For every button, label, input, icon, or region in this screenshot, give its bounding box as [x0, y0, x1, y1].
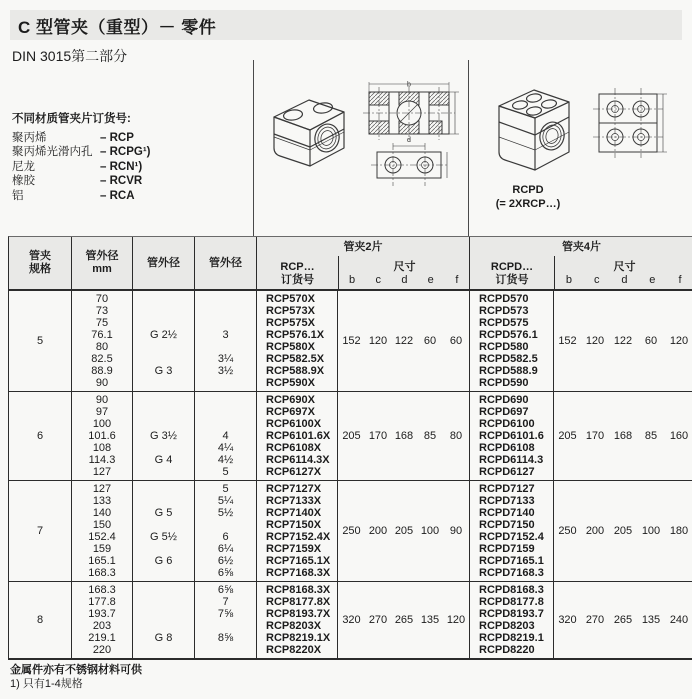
header-group-2pc — [256, 237, 469, 289]
table-line: 6⅝ — [217, 567, 234, 579]
dim-4pc-c-cell: 120 — [585, 335, 605, 347]
table-line — [195, 341, 256, 353]
clamp-4pc-isometric-drawing — [485, 78, 580, 183]
material-code: – RCA — [100, 189, 135, 202]
table-line: 4¼ — [217, 442, 234, 454]
clamp-size-cell: 5 — [36, 335, 44, 347]
material-name: 聚丙烯光滑内孔 — [12, 146, 93, 158]
dim-4pc-b-cell: 205 — [553, 392, 581, 480]
table-line: RCP8177.8X — [266, 596, 331, 608]
dim-4pc-d-cell: 265 — [613, 614, 633, 626]
rcp-partnos-cell — [256, 392, 337, 480]
table-line: RCPD6101.6 — [479, 430, 544, 442]
dim-2pc-b-cell: 152 — [337, 291, 365, 391]
material-code: – RCPG¹) — [100, 146, 151, 158]
header-line: RCPD… — [490, 261, 534, 273]
header-line: RCP… — [280, 261, 315, 273]
table-line: 127 — [92, 466, 112, 478]
dim-4pc-c-cell: 270 — [585, 614, 605, 626]
table-line: 6 — [222, 531, 229, 543]
material-name: 橡胶 — [12, 175, 35, 187]
dim-2pc-c-cell: 120 — [368, 335, 388, 347]
table-line: RCPD582.5 — [479, 353, 538, 365]
od-inch-cell — [194, 392, 256, 480]
dim-letter: c — [375, 274, 382, 286]
table-line: RCPD697 — [479, 406, 529, 418]
rcpd-order-header — [470, 256, 554, 289]
table-line — [195, 305, 256, 317]
table-line: RCPD6114.3 — [479, 454, 544, 466]
dim-2pc-e-cell: 100 — [420, 525, 440, 537]
table-line: 193.7 — [88, 608, 116, 620]
table-line: RCP7159X — [266, 543, 322, 555]
table-line — [195, 519, 256, 531]
table-line: G 8 — [154, 632, 173, 644]
od-mm-cell — [71, 481, 132, 581]
table-line: RCPD588.9 — [479, 365, 538, 377]
table-line — [133, 584, 194, 596]
dim-4pc-b-cell: 320 — [553, 582, 581, 658]
group-4pc-label: 管夹4片 — [561, 241, 602, 253]
table-line: G 6 — [154, 555, 173, 567]
table-line: 70 — [95, 293, 109, 305]
dim-2pc-b-cell: 250 — [337, 481, 365, 581]
table-line: RCP697X — [266, 406, 315, 418]
table-line — [133, 466, 194, 478]
table-group-row — [9, 391, 692, 480]
material-item — [12, 131, 150, 146]
table-line: RCPD6108 — [479, 442, 535, 454]
table-line: RCP8220X — [266, 644, 322, 656]
table-line: 100 — [92, 418, 112, 430]
clamp-2pc-section-drawing — [363, 80, 465, 192]
table-line: RCP7152.4X — [266, 531, 331, 543]
dim-2pc-d-cell: 122 — [394, 335, 414, 347]
table-line: RCP7168.3X — [266, 567, 331, 579]
table-line: 140 — [92, 507, 112, 519]
material-code: – RCN¹) — [100, 160, 143, 173]
table-line: 168.3 — [88, 567, 116, 579]
table-line: G 3 — [154, 365, 173, 377]
dim-2pc-e-cell: 60 — [423, 335, 437, 347]
dim-letter: c — [593, 274, 600, 286]
table-line: 97 — [95, 406, 109, 418]
table-line: G 3½ — [150, 430, 177, 442]
table-line: RCP582.5X — [266, 353, 325, 365]
table-line: 88.9 — [91, 365, 113, 377]
table-group-row — [9, 291, 692, 391]
thread-size-cell — [132, 291, 194, 391]
rcpd-caption-equiv: (= 2XRCP…) — [495, 198, 561, 210]
header-line: 规格 — [29, 263, 51, 275]
dim-2pc-f-cell: 80 — [449, 430, 463, 442]
material-name: 尼龙 — [12, 160, 35, 173]
material-item — [12, 160, 150, 175]
dim-4pc-b-cell: 250 — [553, 481, 581, 581]
table-line: 73 — [95, 305, 109, 317]
dim-4pc-e-cell: 85 — [644, 430, 658, 442]
group-2pc-subheader — [257, 256, 469, 289]
rcpd-caption — [472, 183, 584, 211]
table-line: 165.1 — [88, 555, 116, 567]
table-line — [133, 406, 194, 418]
header-line: 管夹 — [29, 250, 51, 262]
table-line: RCP6114.3X — [266, 454, 330, 466]
table-line: 7⅝ — [217, 608, 234, 620]
table-line: RCPD690 — [479, 394, 529, 406]
table-line: 108 — [92, 442, 112, 454]
dims-2pc-header — [338, 256, 470, 289]
od-inch-cell — [194, 582, 256, 658]
dim-letter: d — [621, 274, 628, 286]
parts-table — [8, 236, 692, 660]
table-line: 168.3 — [88, 584, 116, 596]
dim-4pc-e-cell: 100 — [641, 525, 661, 537]
table-line: 8⅝ — [217, 632, 234, 644]
table-line: RCPD7133 — [479, 495, 535, 507]
group-2pc-label: 管夹2片 — [343, 241, 383, 253]
table-line: 177.8 — [88, 596, 116, 608]
header-line: 管外径 — [85, 250, 119, 262]
table-line: RCPD8177.8 — [479, 596, 544, 608]
table-line: RCP6100X — [266, 418, 322, 430]
clamp-4pc-topview-drawing — [593, 88, 673, 166]
table-header — [9, 237, 692, 291]
dimension-d-label: d — [407, 137, 411, 144]
table-line: RCPD7127 — [479, 483, 535, 495]
materials-heading: 不同材质管夹片订货号: — [12, 113, 131, 125]
column-divider-line — [468, 60, 469, 236]
table-line: RCPD7159 — [479, 543, 535, 555]
table-line: RCPD7140 — [479, 507, 535, 519]
dim-4pc-d-cell: 122 — [613, 335, 633, 347]
table-line: 6¼ — [217, 543, 234, 555]
table-line: 80 — [95, 341, 109, 353]
table-line: 150 — [92, 519, 112, 531]
table-line — [133, 377, 194, 389]
table-line: RCP8203X — [266, 620, 322, 632]
dim-4pc-f-cell: 160 — [669, 430, 689, 442]
header-line: 订货号 — [495, 274, 529, 286]
table-line: RCP7165.1X — [266, 555, 331, 567]
material-name: 聚丙烯 — [12, 131, 47, 144]
table-line — [133, 596, 194, 608]
table-line — [133, 341, 194, 353]
od-mm-cell — [71, 582, 132, 658]
table-line: RCP8168.3X — [266, 584, 331, 596]
table-line: RCPD8203 — [479, 620, 535, 632]
material-code: – RCP — [100, 131, 134, 144]
table-line: RCP7150X — [266, 519, 322, 531]
header-od-mm — [71, 237, 132, 289]
table-line — [195, 418, 256, 430]
table-line — [133, 442, 194, 454]
dim-2pc-d-cell: 205 — [394, 525, 414, 537]
material-code: – RCVR — [100, 175, 143, 187]
table-line: G 5½ — [150, 531, 177, 543]
table-line: RCP576.1X — [266, 329, 325, 341]
table-line: RCPD6127 — [479, 466, 535, 478]
table-line: RCPD8168.3 — [479, 584, 544, 596]
dim-letter: f — [678, 274, 682, 286]
table-line — [133, 293, 194, 305]
dimension-b-label: b — [407, 81, 411, 89]
table-line — [195, 406, 256, 418]
material-item — [12, 189, 150, 204]
dim-2pc-c-cell: 170 — [368, 430, 388, 442]
dim-letter: e — [649, 274, 656, 286]
table-line: RCP7140X — [266, 507, 322, 519]
dim-2pc-b-cell: 205 — [337, 392, 365, 480]
table-line: 4½ — [217, 454, 234, 466]
dim-letter: b — [565, 274, 572, 286]
table-line — [133, 543, 194, 555]
table-line: RCPD575 — [479, 317, 529, 329]
dim-2pc-d-cell: 168 — [394, 430, 414, 442]
header-line: mm — [92, 263, 112, 275]
standard-reference: DIN 3015第二部分 — [12, 48, 128, 64]
table-line: 159 — [92, 543, 112, 555]
group-4pc-subheader — [470, 256, 692, 289]
table-line — [195, 644, 256, 656]
table-body — [9, 291, 692, 658]
table-line — [133, 394, 194, 406]
dim-4pc-c-cell: 200 — [585, 525, 605, 537]
table-line: RCPD8219.1 — [479, 632, 544, 644]
table-line: RCPD590 — [479, 377, 529, 389]
od-mm-cell — [71, 392, 132, 480]
od-inch-cell — [194, 291, 256, 391]
table-line: 3¼ — [217, 353, 234, 365]
dim-2pc-f-cell: 60 — [449, 335, 463, 347]
table-line: 6⅝ — [217, 584, 234, 596]
table-line: 3 — [222, 329, 229, 341]
dim-4pc-b-cell: 152 — [553, 291, 581, 391]
table-line: 82.5 — [91, 353, 113, 365]
header-clamp-size — [9, 237, 71, 289]
table-line — [133, 317, 194, 329]
table-line: RCPD570 — [479, 293, 529, 305]
dim-2pc-c-cell: 200 — [368, 525, 388, 537]
table-line: 90 — [95, 377, 109, 389]
materials-order-codes — [12, 112, 150, 203]
table-line — [195, 317, 256, 329]
material-name: 铝 — [12, 189, 24, 202]
dim-letter: e — [427, 274, 434, 286]
table-line: 5 — [222, 483, 229, 495]
clamp-size-cell: 6 — [36, 430, 44, 442]
table-line: 203 — [92, 620, 112, 632]
table-line: 76.1 — [91, 329, 113, 341]
table-line: RCPD576.1 — [479, 329, 538, 341]
table-line: RCP690X — [266, 394, 315, 406]
table-line — [195, 377, 256, 389]
footnote-stainless: 金属件亦有不锈钢材料可供 — [10, 664, 142, 676]
table-line: RCP580X — [266, 341, 315, 353]
table-line: 133 — [92, 495, 112, 507]
material-item — [12, 174, 150, 189]
dim-letters-4pc — [555, 274, 692, 287]
table-line — [133, 418, 194, 430]
table-line: G 4 — [154, 454, 173, 466]
table-line: RCP6108X — [266, 442, 322, 454]
table-group-row — [9, 480, 692, 581]
table-line — [195, 293, 256, 305]
table-line — [133, 353, 194, 365]
table-line: 127 — [92, 483, 112, 495]
thread-size-cell — [132, 481, 194, 581]
od-inch-cell — [194, 481, 256, 581]
dim-letters-2pc — [339, 274, 470, 287]
table-line — [133, 608, 194, 620]
table-line: 3½ — [217, 365, 234, 377]
column-divider-line — [253, 60, 254, 236]
dim-4pc-e-cell: 135 — [641, 614, 661, 626]
table-line: 7 — [222, 596, 229, 608]
table-line: RCPD573 — [479, 305, 529, 317]
table-line: 220 — [92, 644, 112, 656]
clamp-size-cell: 7 — [36, 525, 44, 537]
rcpd-partnos-cell — [469, 582, 553, 658]
table-line: RCPD6100 — [479, 418, 535, 430]
table-line — [133, 567, 194, 579]
table-line — [133, 620, 194, 632]
table-line: 5 — [222, 466, 229, 478]
table-line — [133, 305, 194, 317]
table-line: RCPD580 — [479, 341, 529, 353]
table-line: RCP6101.6X — [266, 430, 331, 442]
table-line: RCP575X — [266, 317, 315, 329]
table-line — [133, 483, 194, 495]
table-line: RCP573X — [266, 305, 315, 317]
rcpd-partnos-cell — [469, 481, 553, 581]
rcpd-partnos-cell — [469, 392, 553, 480]
table-line: RCP6127X — [266, 466, 322, 478]
od-mm-cell — [71, 291, 132, 391]
dim-2pc-d-cell: 265 — [394, 614, 414, 626]
dim-letter: f — [455, 274, 459, 286]
table-line: 152.4 — [88, 531, 116, 543]
dim-4pc-d-cell: 168 — [613, 430, 633, 442]
header-line: 订货号 — [281, 274, 314, 286]
table-line: 219.1 — [88, 632, 116, 644]
dims-4pc-header — [554, 256, 692, 289]
rcp-partnos-cell — [256, 481, 337, 581]
table-line — [195, 394, 256, 406]
table-line: G 2½ — [150, 329, 177, 341]
dim-2pc-c-cell: 270 — [368, 614, 388, 626]
table-line: G 5 — [154, 507, 173, 519]
dim-2pc-b-cell: 320 — [337, 582, 365, 658]
table-group-row — [9, 581, 692, 658]
table-line: RCP7133X — [266, 495, 322, 507]
thread-size-cell — [132, 582, 194, 658]
dim-2pc-f-cell: 120 — [446, 614, 466, 626]
table-line — [133, 495, 194, 507]
dim-4pc-f-cell: 180 — [669, 525, 689, 537]
table-line: 5¼ — [217, 495, 234, 507]
material-item — [12, 145, 150, 160]
header-od-inch: 管外径 — [194, 237, 256, 289]
dim-4pc-f-cell: 120 — [669, 335, 689, 347]
header-group-4pc — [469, 237, 692, 289]
footnote-sizes: 1) 只有1-4规格 — [10, 677, 83, 690]
dim-2pc-f-cell: 90 — [449, 525, 463, 537]
table-line: 101.6 — [88, 430, 116, 442]
dim-letter: b — [349, 274, 356, 286]
dims-label: 尺寸 — [393, 261, 416, 273]
page-title-band — [10, 10, 682, 40]
table-line: RCPD7150 — [479, 519, 535, 531]
table-line: RCP588.9X — [266, 365, 325, 377]
footnotes — [10, 664, 142, 691]
table-line: 6½ — [217, 555, 234, 567]
table-line: RCPD8220 — [479, 644, 535, 656]
clamp-2pc-isometric-drawing — [260, 86, 355, 181]
table-line: RCPD8193.7 — [479, 608, 544, 620]
table-line: RCP7127X — [266, 483, 322, 495]
clamp-size-cell: 8 — [36, 614, 44, 626]
rcpd-partnos-cell — [469, 291, 553, 391]
dim-4pc-d-cell: 205 — [613, 525, 633, 537]
table-line: RCPD7165.1 — [479, 555, 544, 567]
header-od-thread: 管外径 — [132, 237, 194, 289]
dim-4pc-c-cell: 170 — [585, 430, 605, 442]
page-title: C 型管夹（重型）－ 零件 — [18, 17, 217, 37]
rcp-order-header — [257, 256, 338, 289]
table-line — [133, 519, 194, 531]
table-line: RCPD7168.3 — [479, 567, 544, 579]
table-line: RCP8193.7X — [266, 608, 331, 620]
dim-letter: d — [401, 274, 408, 286]
rcp-partnos-cell — [256, 291, 337, 391]
table-line: 114.3 — [88, 454, 116, 466]
table-line: RCP590X — [266, 377, 315, 389]
table-line: 90 — [95, 394, 109, 406]
table-line: 4 — [222, 430, 229, 442]
rcp-partnos-cell — [256, 582, 337, 658]
table-line: RCP570X — [266, 293, 315, 305]
table-line: RCP8219.1X — [266, 632, 331, 644]
dim-2pc-e-cell: 85 — [423, 430, 437, 442]
dims-label: 尺寸 — [613, 261, 636, 273]
table-line: RCPD7152.4 — [479, 531, 544, 543]
dim-2pc-e-cell: 135 — [420, 614, 440, 626]
table-line — [133, 644, 194, 656]
table-line — [195, 620, 256, 632]
table-line: 75 — [95, 317, 109, 329]
dim-4pc-f-cell: 240 — [669, 614, 689, 626]
rcpd-caption-code: RCPD — [512, 184, 544, 196]
table-line: 5½ — [217, 507, 234, 519]
thread-size-cell — [132, 392, 194, 480]
dim-4pc-e-cell: 60 — [644, 335, 658, 347]
